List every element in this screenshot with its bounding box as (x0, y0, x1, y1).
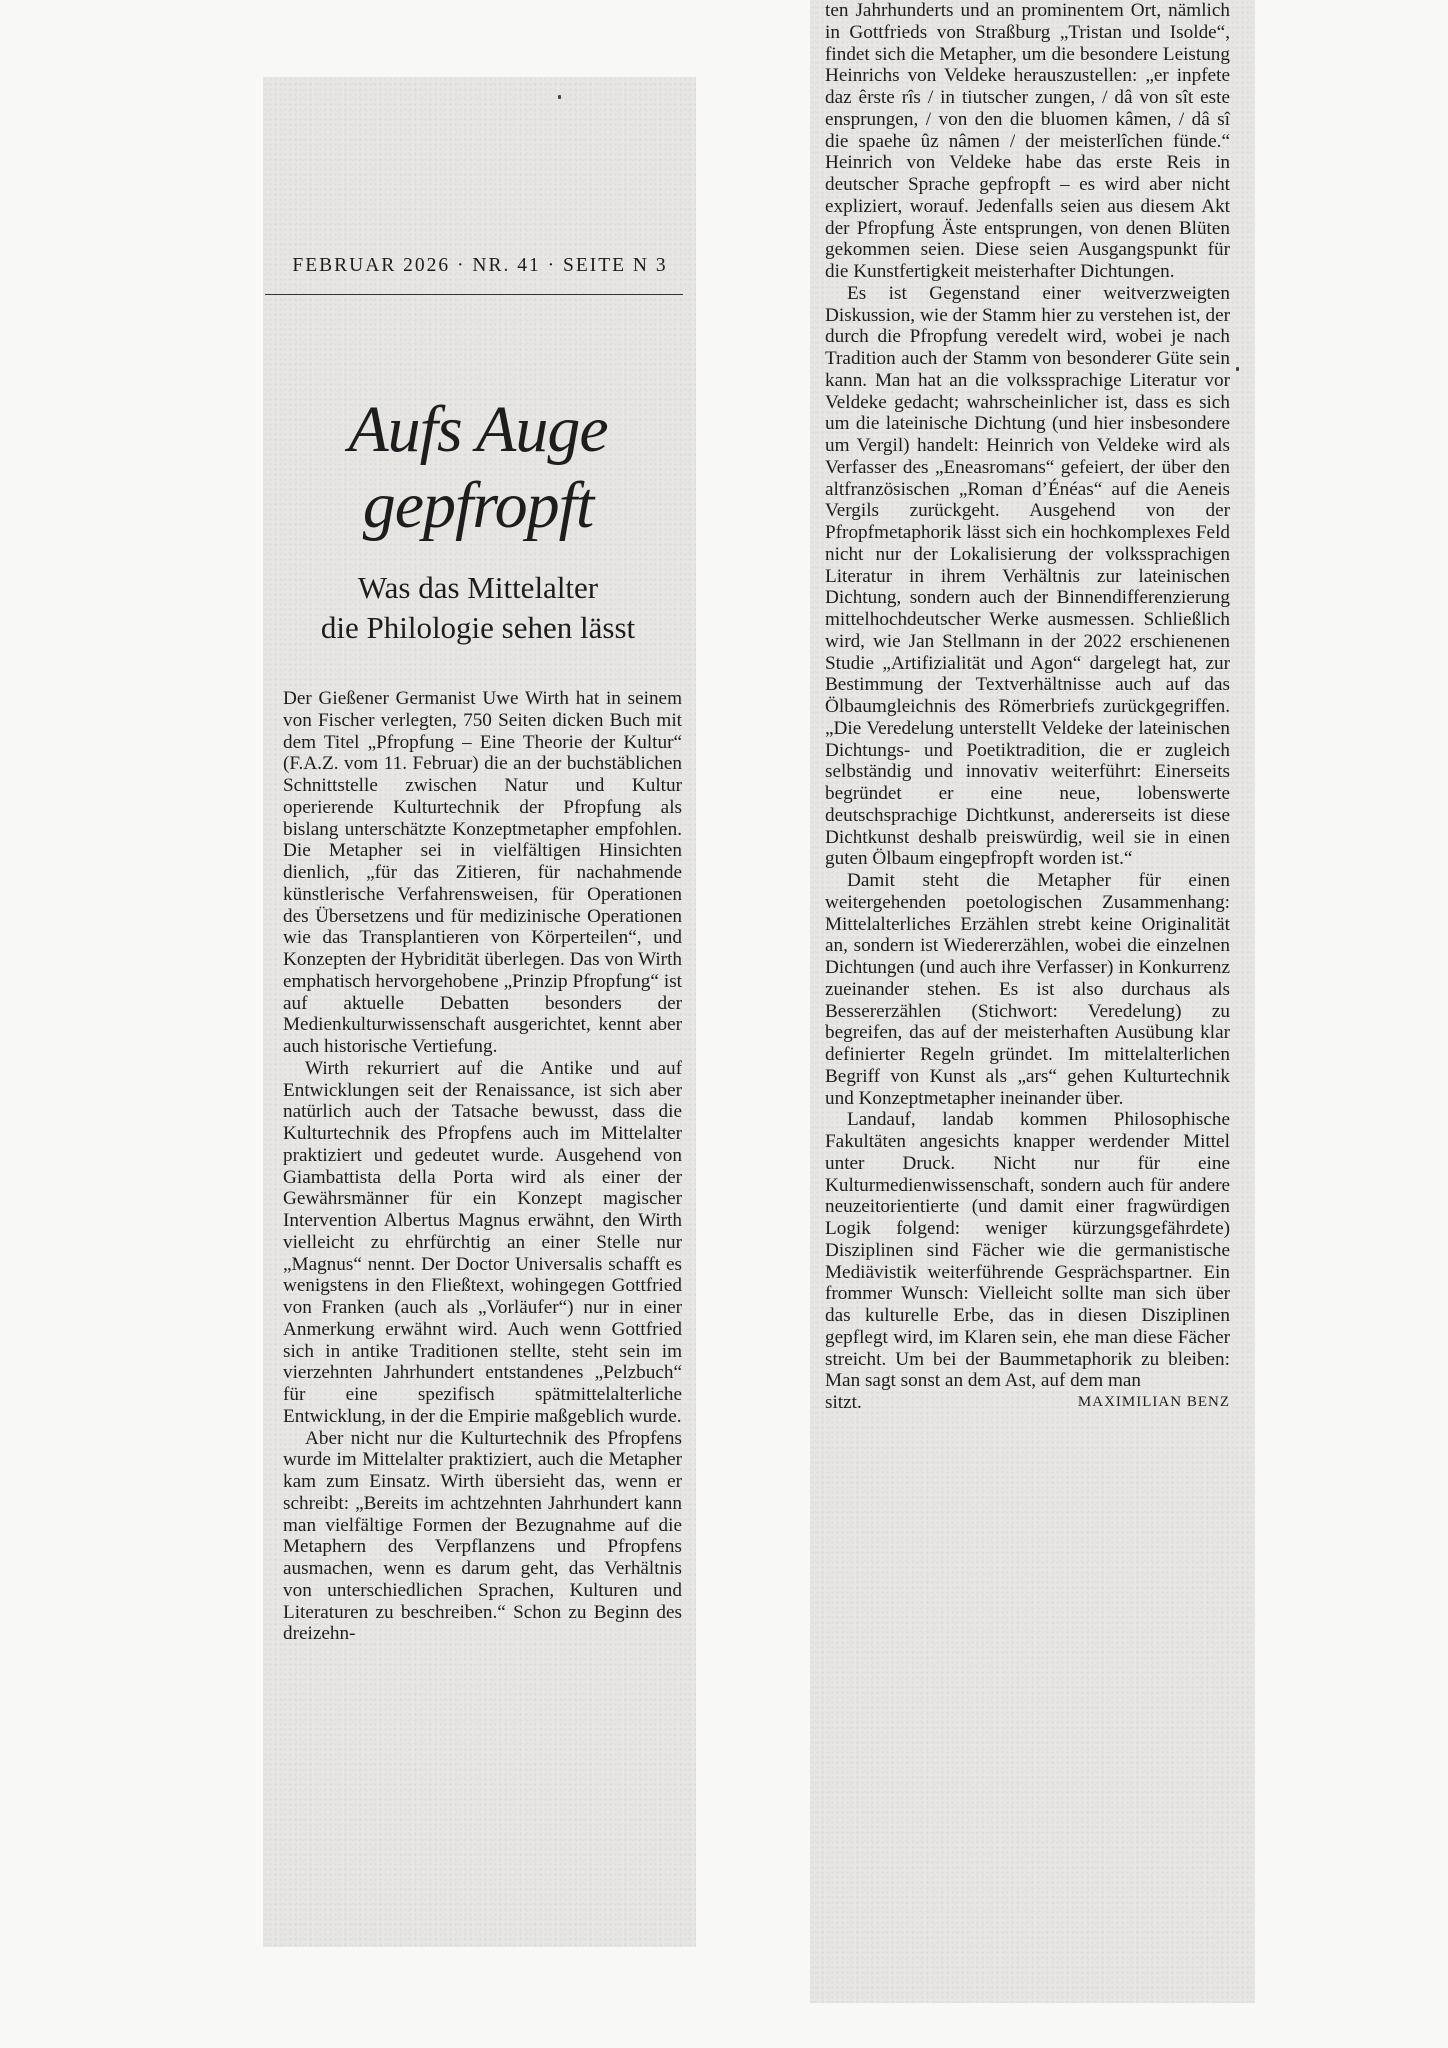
headline (268, 392, 688, 544)
headline-line: gepfropft (362, 469, 594, 542)
author-byline: MAXIMILIAN BENZ (1077, 1394, 1230, 1410)
closing-word: sitzt. (825, 1392, 862, 1413)
print-speck (558, 95, 561, 99)
print-speck (1236, 367, 1239, 371)
subheadline-line: Was das Mittelalter (357, 570, 599, 605)
article-paragraph: Damit steht die Metapher für einen weitergehenden poetologischen Zusammenhang: Mittelalterliches Erzählen strebt keine Originalität an, sondern ist Wiedererzählen, wobei die einzelnen Dichtungen (und auch ihre Verfasser) in Konkurrenz zueinander stehen. Es ist also durchaus als Bessererzählen (Stichwort: Veredelung) zu begreifen, das auf der meisterhaften Ausübung klar definierter Regeln gründet. Im mittelalterlichen Begriff von Kunst als „ars“ gehen Kulturtechnik und Konzeptmetapher ineinander über. (825, 870, 1230, 1109)
article-paragraph: Aber nicht nur die Kulturtechnik des Pfropfens wurde im Mittelalter praktiziert, auch die Metapher kam zum Einsatz. Wirth übersieht das, wenn er schreibt: „Bereits im achtzehnten Jahrhundert kann man vielfältige Formen der Bezugnahme auf die Metaphern des Verpflanzens und Pfropfens ausmachen, wenn es darum geht, das Verhältnis von unterschiedlichen Sprachen, Kulturen und Literaturen zu beschreiben.“ Schon zu Beginn des dreizehn- (283, 1427, 682, 1645)
article-paragraph: Es ist Gegenstand einer weitverzweigten Diskussion, wie der Stamm hier zu verstehen ist, der durch die Pfropfung veredelt wird, wobei je nach Tradition auch der Stamm von besonderer Güte sein kann. Man hat an die volkssprachige Literatur vor Veldeke gedacht; wahrscheinlicher ist, dass es sich um die lateinische Dichtung (und hier insbesondere um Vergil) handelt: Heinrich von Veldeke wird als Verfasser des „Eneasromans“ gefeiert, der über den altfranzösischen „Roman d’Énéas“ auf die Aeneis Vergils zurückgeht. Ausgehend von der Pfropfmetaphorik lässt sich ein hochkomplexes Feld nicht nur der Lokalisierung der volkssprachigen Literatur in ihrem Verhältnis zur lateinischen Dichtung, sondern auch der Binnendifferenzierung mittelhochdeutscher Werke ausmessen. Schließlich wird, wie Jan Stellmann in der 2022 erschienenen Studie „Artifizialität und Agon“ dargelegt hat, zur Bestimmung der Textverhältnisse auch auf das Ölbaumgleichnis des Römerbriefs zurückgegriffen. „Die Veredelung unterstellt Veldeke der lateinischen Dichtungs- und Poetiktradition, die er zugleich selbständig und innovativ weiterführt: Einerseits begründet er eine neue, lobenswerte deutschsprachige Dichtkunst, andererseits ist diese Dichtkunst deshalb preiswürdig, weil sie in einen guten Ölbaum eingepfropft worden ist.“ (825, 282, 1230, 870)
article-paragraph: Landauf, landab kommen Philosophische Fakultäten angesichts knapper werdender Mittel unter Druck. Nicht nur für eine Kulturmedienwissenschaft, sondern auch für andere neuzeitorientierte (und damit einer fragwürdigen Logik folgend: weniger kürzungsgefährdete) Disziplinen sind Fächer wie die germanistische Mediävistik weiterführende Gesprächspartner. Ein frommer Wunsch: Vielleicht sollte man sich über das kulturelle Erbe, das in diesen Disziplinen gepflegt wird, im Klaren sein, ehe man diese Fächer streicht. Um bei der Baummetaphorik zu bleiben: Man sagt sonst an dem Ast, auf dem man (825, 1109, 1230, 1392)
article-column-left (283, 688, 682, 1645)
dateline-rule (265, 294, 683, 295)
subheadline-line: die Philologie sehen lässt (320, 610, 636, 645)
article-column-right (825, 0, 1230, 1414)
headline-line: Aufs Auge (348, 393, 608, 466)
article-paragraph: ten Jahrhunderts und an prominentem Ort, nämlich in Gottfrieds von Straßburg „Tristan und Isolde“, findet sich die Metapher, um die besondere Leistung Heinrichs von Veldeke herauszustellen: „er inpfete daz êrste rîs / in tiutscher zungen, / dâ von sît este ensprungen, / von den die bluomen kâmen, / dâ sî die spaehe ûz nâmen / der meisterlîchen fünde.“ Heinrich von Veldeke habe das erste Reis in deutscher Sprache gepfropft – es wird aber nicht expliziert, worauf. Jedenfalls seien aus diesem Akt der Pfropfung Äste entsprungen, von denen Blüten gekommen seien. Diese seien Ausgangspunkt für die Kunstfertigkeit meisterhafter Dichtungen. (825, 0, 1230, 282)
subheadline (268, 568, 688, 648)
article-paragraph: Wirth rekurriert auf die Antike und auf Entwicklungen seit der Renaissance, ist sich aber natürlich auch der Tatsache bewusst, dass die Kulturtechnik des Pfropfens auch im Mittelalter praktiziert und gedeutet wurde. Ausgehend von Giambattista della Porta wird als einer der Gewährsmänner für ein Konzept magischer Intervention Albertus Magnus erwähnt, den Wirth vielleicht zu ehrfürchtig an einer Stelle nur „Magnus“ nennt. Der Doctor Universalis schafft es wenigstens in den Fließtext, wohingegen Gottfried von Franken (auch als „Vorläufer“) nur in einer Anmerkung erwähnt wird. Auch wenn Gottfried sich in antike Traditionen stellte, steht sein im vierzehnten Jahrhundert entstandenes „Pelzbuch“ für eine spezifisch spätmittelalterliche Entwicklung, in der die Empirie maßgeblich wurde. (283, 1057, 682, 1427)
byline-row (825, 1392, 1230, 1414)
article-paragraph: Der Gießener Germanist Uwe Wirth hat in seinem von Fischer verlegten, 750 Seiten dicken Buch mit dem Titel „Pfropfung – Eine Theorie der Kultur“ (F.A.Z. vom 11. Februar) die an der buchstäblichen Schnittstelle zwischen Natur und Kultur operierende Kulturtechnik der Pfropfung als bislang unterschätzte Konzeptmetapher empfohlen. Die Metapher sei in vielfältigen Hinsichten dienlich, „für das Zitieren, für nachahmende künstlerische Verfahrensweisen, für Operationen des Übersetzens und für medizinische Operationen wie das Transplantieren von Körperteilen“, und Konzepten der Hybridität überlegen. Das von Wirth emphatisch hervorgehobene „Prinzip Pfropfung“ ist auf aktuelle Debatten besonders der Medienkulturwissenschaft ausgerichtet, kennt aber auch historische Vertiefung. (283, 688, 682, 1057)
dateline: FEBRUAR 2026 · NR. 41 · SEITE N 3 (292, 255, 668, 276)
